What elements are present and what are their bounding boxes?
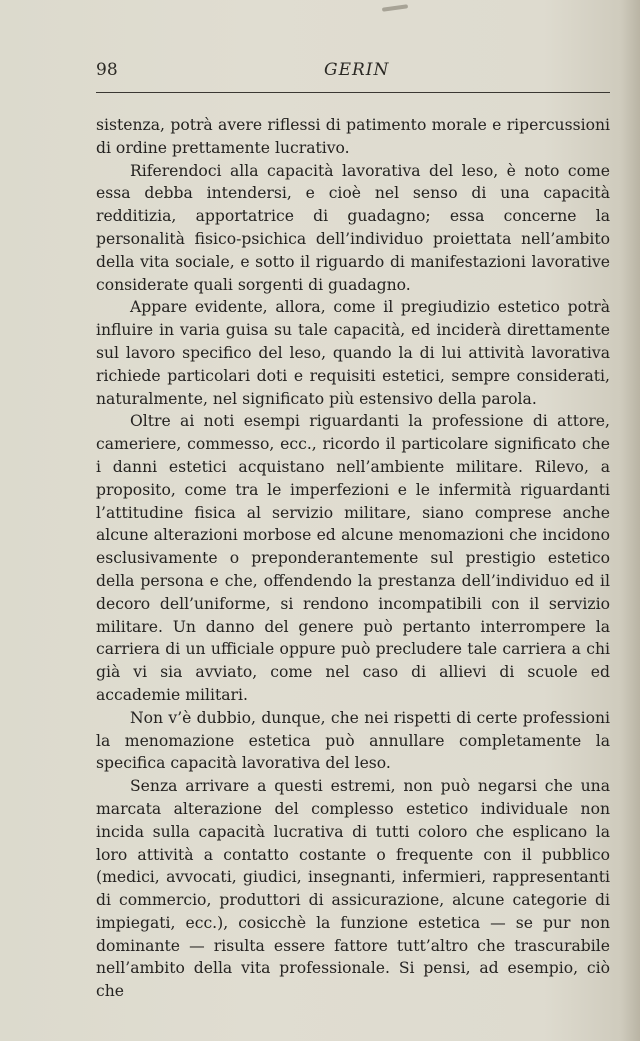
header-rule bbox=[96, 92, 610, 93]
paragraph-6: Senza arrivare a questi estremi, non può negarsi che una marcata alterazione del complesso estetico individuale non incida sulla capacità lucrativa di tutti coloro che esplicano la loro attività a contatto costante o frequente con il pubblico (medici, avvocati, giudici, insegnanti, infermieri, rappresentanti di commercio, produttori di assicurazione, alcune categorie di impiegati, ecc.), cosicchè la funzione estetica — se pur non dominante — risulta essere fattore tutt’altro che trascurabile nell’ambito della vita professionale. Si pensi, ad esempio, ciò che bbox=[96, 777, 610, 1001]
paragraph-4: Oltre ai noti esempi riguardanti la professione di attore, cameriere, commesso, ecc., ricordo il particolare significato che i danni estetici acquistano nell’ambiente militare. Rilevo, a proposito, come tra le imperfezioni e le infermità riguardanti l’attitudine fisica al servizio militare, siano comprese anche alcune alterazioni morbose ed alcune menomazioni che incidono esclusivamente o preponderantemente sul prestigio estetico della persona e che, offendendo la prestanza dell’individuo ed il decoro dell’uniforme, si rendono incompatibili con il servizio militare. Un danno del genere può pertanto interrompere la carriera di un ufficiale oppure può precludere tale carriera a chi già vi sia avviato, come nel caso di allievi di scuole ed accademie militari. bbox=[96, 412, 610, 704]
paragraph-2: Riferendoci alla capacità lavorativa del leso, è noto come essa debba intendersi, e cioè nel senso di una capacità redditizia, apportatrice di guadagno; essa concerne la personalità fisico-psichica dell’individuo proiettata nell’ambito della vita sociale, e sotto il riguardo di manifestazioni lavorative considerate quali sorgenti di guadagno. bbox=[96, 161, 610, 294]
paragraph-1: sistenza, potrà avere riflessi di patimento morale e ripercussioni di ordine prettamente lucrativo. bbox=[96, 116, 610, 157]
paragraph-5: Non v’è dubbio, dunque, che nei rispetti di certe professioni la menomazione estetica può annullare completamente la specifica capacità lavorativa del leso. bbox=[96, 708, 610, 773]
paper-mark bbox=[382, 4, 408, 12]
running-head: GERIN bbox=[324, 60, 390, 80]
page-header bbox=[96, 58, 610, 86]
page-number: 98 bbox=[96, 60, 118, 80]
paragraph-3: Appare evidente, allora, come il pregiudizio estetico potrà influire in varia guisa su tale capacità, ed inciderà direttamente sul lavoro specifico del leso, quando la di lui attività lavorativa richiede particolari doti e requisiti estetici, sempre considerati, naturalmente, nel significato più estensivo della parola. bbox=[96, 298, 610, 408]
body-text bbox=[96, 114, 610, 1003]
